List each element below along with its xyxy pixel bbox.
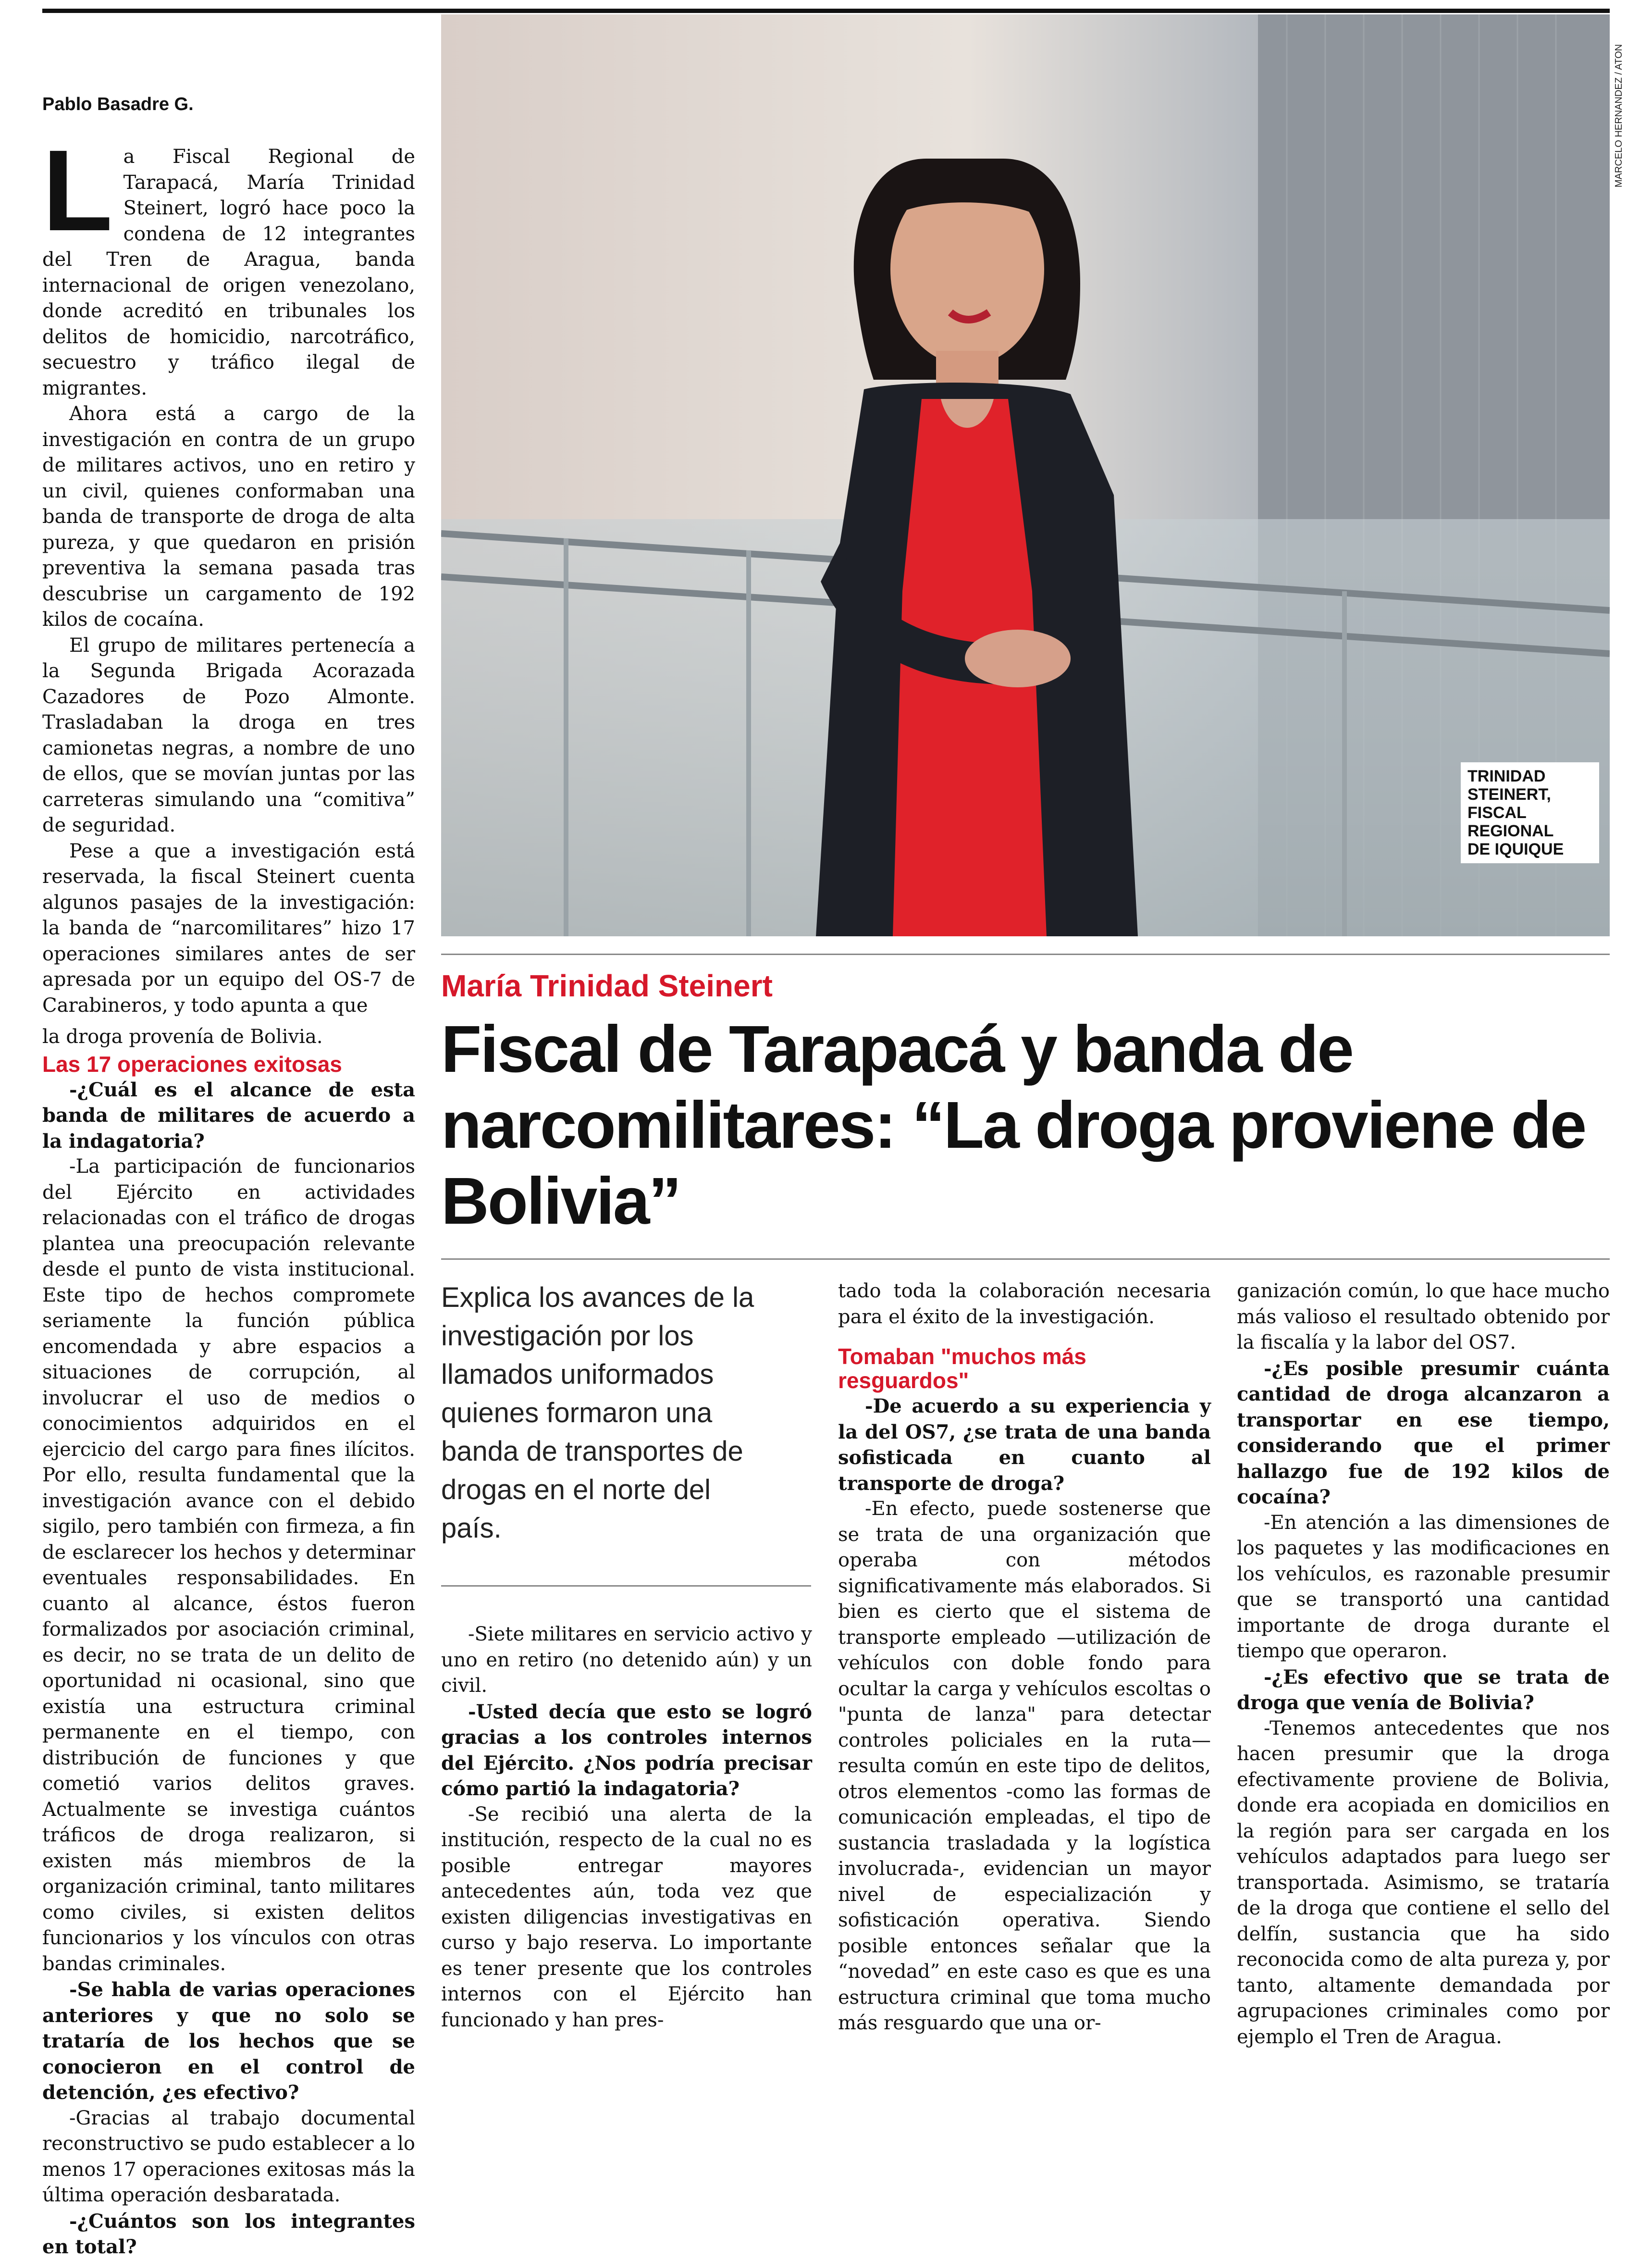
headline: Fiscal de Tarapacá y banda de narcomilitares: “La droga proviene de Bolivia” — [441, 1012, 1586, 1238]
question: -Se habla de varias operaciones anteriores y que no solo se trataría de los hechos que se conocieron en el control de detención, ¿es efectivo? — [42, 1978, 415, 2104]
article-column-4 — [1237, 1279, 1610, 2050]
divider — [441, 1585, 811, 1587]
paragraph: ganización común, lo que hace mucho más valioso el resultado obtenido por la fiscalía y la labor del OS7. — [1237, 1280, 1610, 1354]
photo-credit: MARCELO HERNANDEZ / ATON — [1614, 44, 1624, 187]
photo-caption: TRINIDAD STEINERT, FISCAL REGIONAL DE IQUIQUE — [1461, 762, 1599, 863]
divider — [441, 954, 1610, 955]
subheading: Tomaban "muchos más resguardos" — [838, 1344, 1086, 1393]
paragraph: Pese a que a investigación está reservada, la fiscal Steinert cuenta algunos pasajes de la investigación: la banda de “narcomilitares” hizo 17 operaciones similares antes de ser apresada por un equipo del OS-7 de Carabineros, y todo apunta a que — [42, 840, 415, 1017]
question: -Usted decía que esto se logró gracias a los controles internos del Ejército. ¿Nos podría precisar cómo partió la indagatoria? — [441, 1700, 812, 1800]
question: -¿Es posible presumir cuánta cantidad de droga alcanzaron a transportar en ese tiempo, considerando que el primer hallazgo fue de 192 kilos de cocaína? — [1237, 1357, 1610, 1508]
paragraph: El grupo de militares pertenecía a la Segunda Brigada Acorazada Cazadores de Pozo Almonte. Trasladaban la droga en tres camionetas negras, a nombre de uno de ellos, que se movían juntas por las carreteras simulando una “comitiva” de seguridad. — [42, 634, 415, 836]
question: -¿Es efectivo que se trata de droga que venía de Bolivia? — [1237, 1665, 1610, 1714]
question: -De acuerdo a su experiencia y la del OS7, ¿se trata de una banda sofisticada en cuanto al transporte de droga? — [838, 1395, 1211, 1495]
drop-cap: L — [42, 126, 113, 255]
answer: -La participación de funcionarios del Ejército en actividades relacionadas con el tráfico de drogas plantea una preocupación relevante desde el punto de vista institucional. Este tipo de hechos compromete seriamente la función pública encomendada y abre espacios a situaciones de corrupción, al involucrar el uso de medios o conocimientos adquiridos en el ejercicio del cargo para fines ilícitos. Por ello, resulta fundamental que la investigación avance con el debido sigilo, pero también con firmeza, a fin de esclarecer los hechos y determinar eventuales responsabilidades. En cuanto al alcance, éstos fueron formalizados por asociación criminal, es decir, no se trata de un delito de oportunidad ni ocasional, sino que existía una estructura criminal permanente en el tiempo, con distribución de funciones y que cometió varios delitos graves. Actualmente se investiga cuántos tráficos de droga realizaron, si existen más miembros de la organización criminal, tanto militares como civiles, si existen delitos funcionarios y los vínculos con otras bandas criminales. — [42, 1155, 415, 1975]
answer: -Gracias al trabajo documental reconstructivo se pudo establecer a lo menos 17 operaciones exitosas más la última operación desbaratada. — [42, 2107, 415, 2206]
article-column-1 — [42, 126, 415, 2260]
answer: -En efecto, puede sostenerse que se trata de una organización que operaba con métodos significativamente más elaborados. Si bien es cierto que el sistema de transporte empleado —utilización de vehículos con doble fondo para ocultar la carga y vehículos escoltas o "punta de lanza" para detectar controles policiales en la ruta— resulta común en este tipo de delitos, otros elementos -como las formas de comunicación empleadas, el tipo de sustancia trasladada y la logística involucrada-, evidencian un mayor nivel de especialización y sofisticación operativa. Siendo posible entonces señalar que la “novedad” en este caso es que es una estructura criminal que toma mucho más resguardo que una or- — [838, 1498, 1211, 2034]
byline: Pablo Basadre G. — [42, 94, 194, 114]
answer: -Siete militares en servicio activo y uno en retiro (no detenido aún) y un civil. — [441, 1623, 812, 1697]
portrait-photo — [441, 14, 1610, 936]
paragraph: Ahora está a cargo de la investigación en contra de un grupo de militares activos, uno en retiro y un civil, quienes conformaban una banda de transporte de droga de alta pureza, y que quedaron en prisión preventiva la semana pasada tras descubrise un cargamento de 192 kilos de cocaína. — [42, 403, 415, 631]
answer: -Se recibió una alerta de la institución, respecto de la cual no es posible entregar mayores antecedentes aún, toda vez que existen diligencias investigativas en curso y bajo reserva. Lo importante es tener presente que los controles internos con el Ejército han funcionado y han pres- — [441, 1803, 812, 2031]
article-column-2 — [441, 1622, 812, 2033]
divider — [441, 1258, 1610, 1260]
kicker: María Trinidad Steinert — [441, 969, 773, 1003]
portrait-illustration — [441, 14, 1610, 936]
article-column-3 — [838, 1279, 1211, 2036]
question: -¿Cuál es el alcance de esta banda de militares de acuerdo a la indagatoria? — [42, 1078, 415, 1153]
deck: Explica los avances de la investigación por los llamados uniformados quienes formaron una banda de transportes de drogas en el norte del país. — [441, 1282, 754, 1544]
paragraph: a Fiscal Regional de Tarapacá, María Trinidad Steinert, logró hace poco la condena de 12 integrantes del Tren de Aragua, banda internacional de origen venezolano, donde acreditó en tribunales los delitos de homicidio, narcotráfico, secuestro y tráfico ilegal de migrantes. — [42, 146, 415, 399]
paragraph: la droga provenía de Bolivia. — [42, 1026, 323, 1048]
question: -¿Cuántos son los integrantes en total? — [42, 2210, 415, 2258]
subheading: Las 17 operaciones exitosas — [42, 1051, 342, 1077]
paragraph: tado toda la colaboración necesaria para el éxito de la investigación. — [838, 1280, 1211, 1328]
answer: -En atención a las dimensiones de los paquetes y las modificaciones en los vehículos, es razonable presumir que se transportó una cantidad importante de droga durante el tiempo que operaron. — [1237, 1511, 1610, 1662]
top-rule — [42, 9, 1610, 13]
answer: -Tenemos antecedentes que nos hacen presumir que la droga efectivamente proviene de Bolivia, donde era acopiada en domicilios en la región para ser cargada en los vehículos adaptados para luego ser transportada. Asimismo, se trataría de la droga que contiene el sello del delfín, sustancia que ha sido reconocida como de alta pureza y, por tanto, altamente demandada por agrupaciones criminales como por ejemplo el Tren de Aragua. — [1237, 1717, 1610, 2048]
